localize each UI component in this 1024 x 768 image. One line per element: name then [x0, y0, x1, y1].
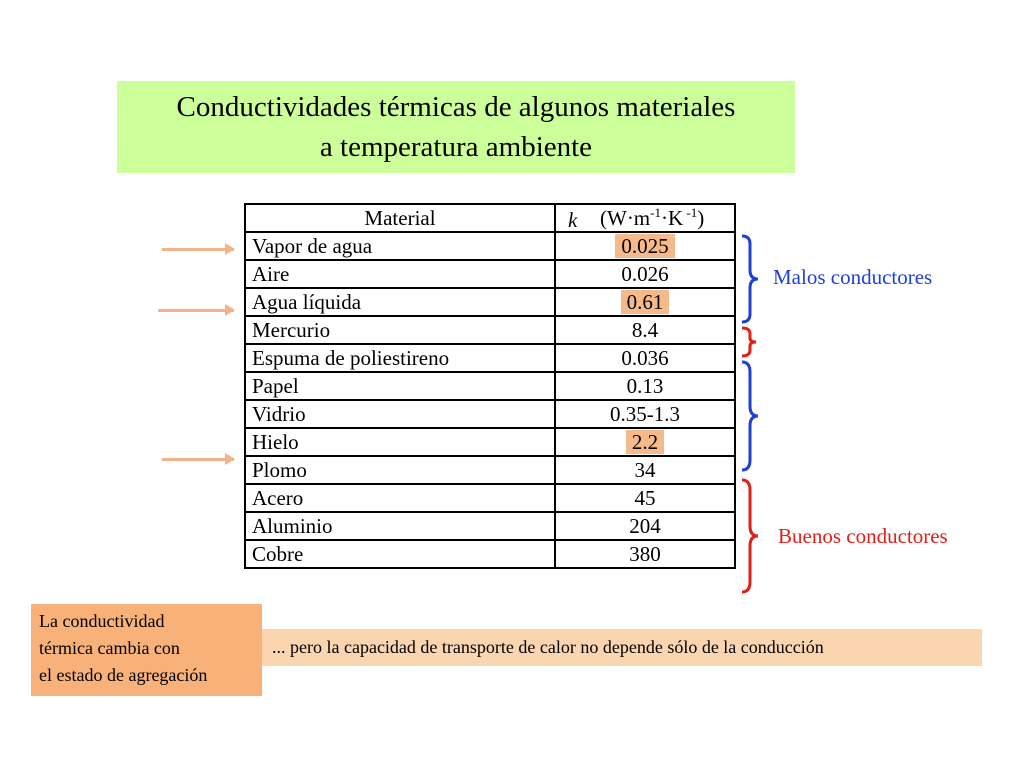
material-name: Agua líquida — [245, 288, 555, 316]
highlighted-value: 0.61 — [621, 290, 670, 314]
table-row — [245, 484, 735, 512]
conductivity-value: 380 — [555, 540, 735, 568]
header-conductivity — [555, 204, 735, 232]
material-name: Mercurio — [245, 316, 555, 344]
table-row — [245, 372, 735, 400]
header-material: Material — [245, 204, 555, 232]
slide-title — [117, 81, 795, 173]
conductivity-value: 0.13 — [555, 372, 735, 400]
conductivity-value — [555, 232, 735, 260]
material-name: Hielo — [245, 428, 555, 456]
table-header-row — [245, 204, 735, 232]
material-name: Aluminio — [245, 512, 555, 540]
brace-blue-top — [738, 234, 762, 324]
table-row — [245, 512, 735, 540]
conductivity-value — [555, 428, 735, 456]
title-line-1: Conductividades térmicas de algunos materiales — [176, 91, 736, 123]
conductivity-value — [555, 288, 735, 316]
arrow-vapor — [162, 248, 234, 251]
conductivity-table — [244, 203, 736, 569]
material-name: Vidrio — [245, 400, 555, 428]
table-row — [245, 400, 735, 428]
note-transporte-calor: ... pero la capacidad de transporte de calor no depende sólo de la conducción — [262, 629, 982, 666]
material-name: Papel — [245, 372, 555, 400]
table-row — [245, 260, 735, 288]
material-name: Espuma de poliestireno — [245, 344, 555, 372]
table-row — [245, 316, 735, 344]
material-name: Aire — [245, 260, 555, 288]
table-row — [245, 540, 735, 568]
conductivity-value: 204 — [555, 512, 735, 540]
table-row — [245, 232, 735, 260]
brace-red-bottom — [738, 478, 762, 594]
arrow-agua — [158, 309, 234, 312]
conductivity-value: 34 — [555, 456, 735, 484]
table-row — [245, 428, 735, 456]
note-estado-agregacion: La conductividad térmica cambia con el estado de agregación — [31, 604, 262, 696]
brace-blue-bottom — [738, 360, 762, 472]
material-name: Plomo — [245, 456, 555, 484]
highlighted-value: 0.025 — [615, 234, 674, 258]
table-row — [245, 344, 735, 372]
arrow-hielo — [162, 458, 234, 461]
conductivity-value: 0.036 — [555, 344, 735, 372]
title-line-2: a temperatura ambiente — [319, 131, 593, 163]
conductivity-value: 8.4 — [555, 316, 735, 344]
conductivity-value: 0.026 — [555, 260, 735, 288]
brace-red-small — [738, 326, 762, 358]
table-row — [245, 288, 735, 316]
label-malos-conductores: Malos conductores — [773, 265, 933, 289]
material-name: Cobre — [245, 540, 555, 568]
conductivity-value: 45 — [555, 484, 735, 512]
header-unit: ($W\cdot m^{-1}\cdot K$ $^{-1}$) — [600, 205, 705, 230]
label-buenos-conductores: Buenos conductores — [778, 524, 948, 548]
material-name: Acero — [245, 484, 555, 512]
table-row — [245, 456, 735, 484]
material-name: Vapor de agua — [245, 232, 555, 260]
highlighted-value: 2.2 — [626, 430, 664, 454]
header-k-symbol: k — [568, 208, 578, 232]
conductivity-value: 0.35-1.3 — [555, 400, 735, 428]
